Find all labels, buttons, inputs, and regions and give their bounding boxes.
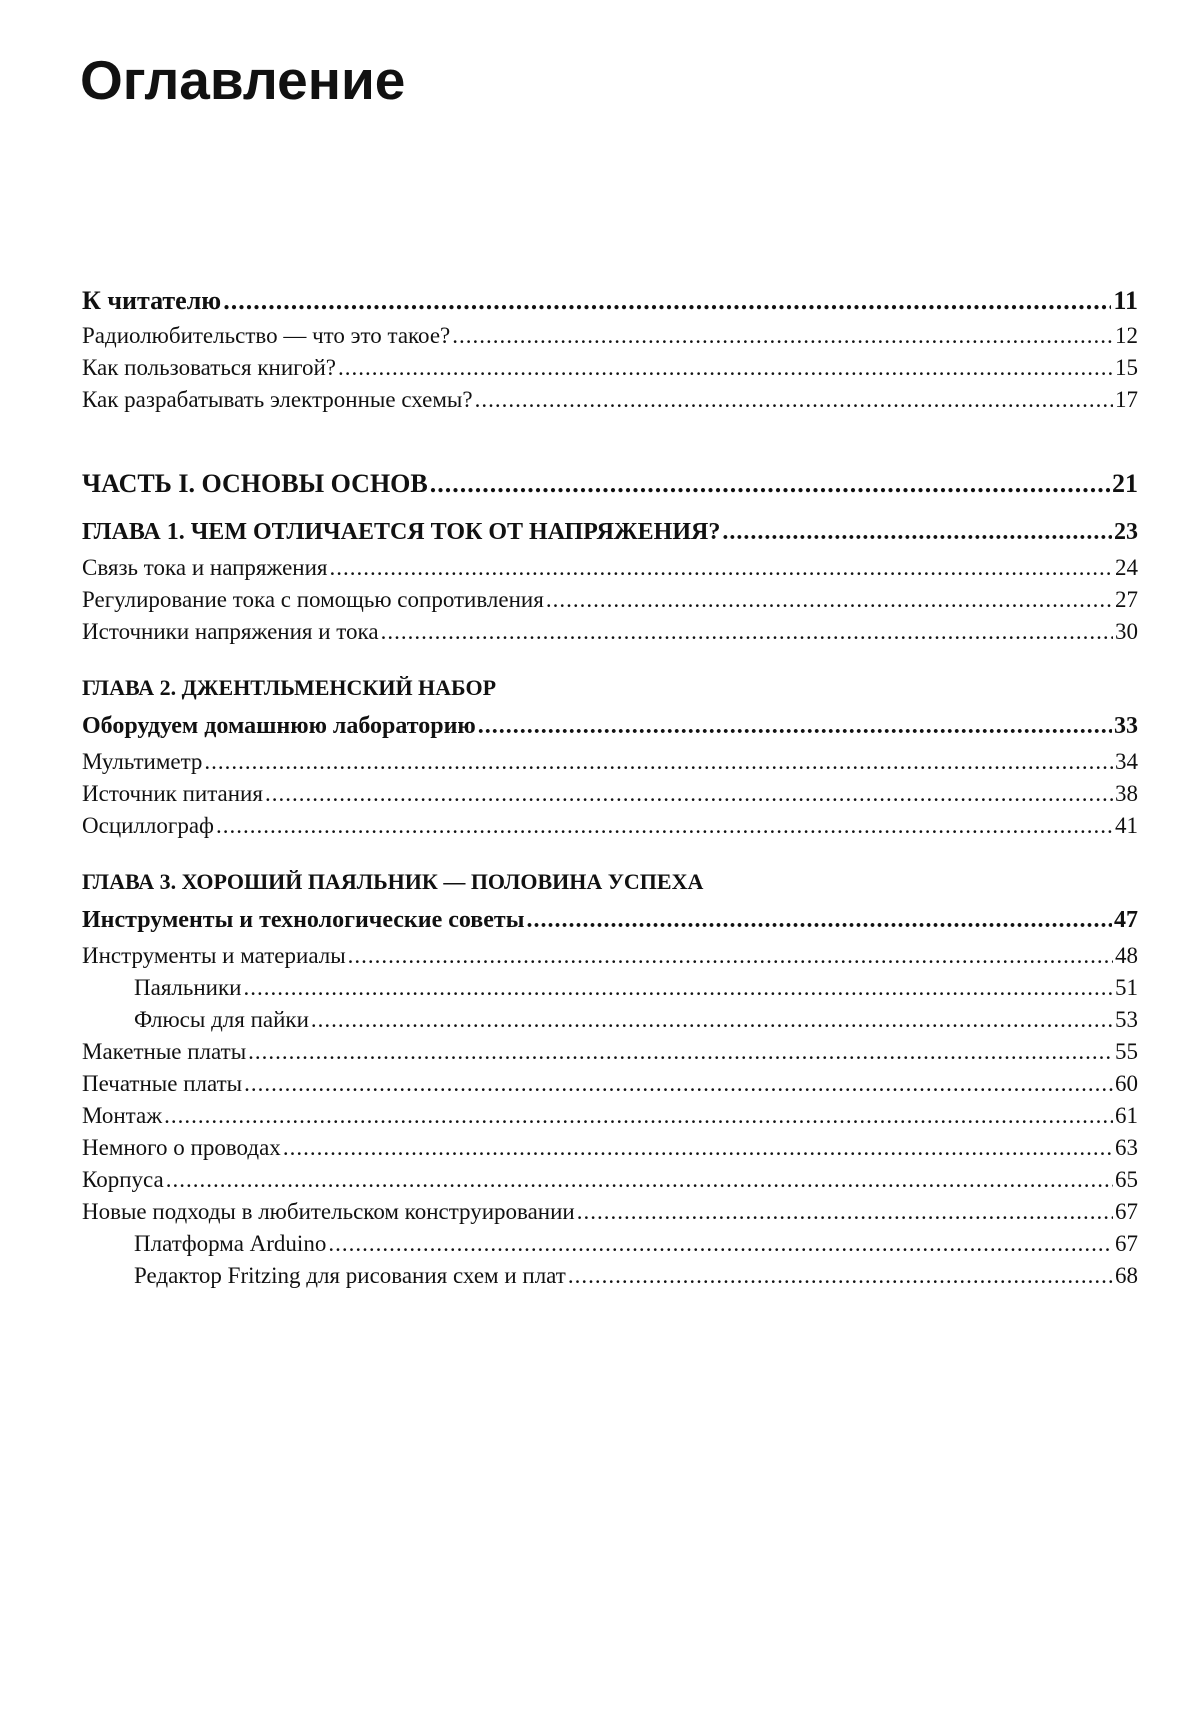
dot-leader — [568, 1260, 1113, 1292]
toc-entry-label: Мультиметр — [82, 749, 203, 774]
toc-entry-label: Печатные платы — [82, 1071, 243, 1096]
chapter-heading-label: ГЛАВА 3. ХОРОШИЙ ПАЯЛЬНИК — ПОЛОВИНА УСПЕХА — [82, 869, 704, 894]
dot-leader — [243, 972, 1113, 1004]
toc-page-number: 27 — [1115, 587, 1138, 612]
dot-leader — [526, 900, 1112, 940]
dot-leader — [330, 552, 1114, 584]
toc-entry[interactable] — [82, 320, 1138, 352]
toc-page-number: 60 — [1115, 1071, 1138, 1096]
dot-leader — [164, 1100, 1113, 1132]
toc-entry-label: К читателю — [82, 286, 222, 315]
toc-entry-label: Регулирование тока с помощью сопротивления — [82, 587, 544, 612]
toc-subentry[interactable] — [82, 1004, 1138, 1036]
toc-entry[interactable] — [82, 384, 1138, 416]
dot-leader — [722, 512, 1112, 552]
toc-page-number: 24 — [1115, 555, 1138, 580]
dot-leader — [216, 810, 1113, 842]
toc-entry[interactable] — [82, 1100, 1138, 1132]
toc-subentry[interactable] — [82, 1260, 1138, 1292]
toc-entry-label: Как разрабатывать электронные схемы? — [82, 387, 473, 412]
toc-entry-label: Источник питания — [82, 781, 263, 806]
toc-entry-label: Радиолюбительство — что это такое? — [82, 323, 451, 348]
toc-entry[interactable] — [82, 810, 1138, 842]
dot-leader — [248, 1036, 1113, 1068]
toc-entry-label: Редактор Fritzing для рисования схем и плат — [134, 1263, 566, 1288]
toc-subentry[interactable] — [82, 972, 1138, 1004]
dot-leader — [478, 706, 1112, 746]
dot-leader — [166, 1164, 1113, 1196]
dot-leader — [475, 384, 1113, 416]
toc-entry-chapter-2[interactable] — [82, 706, 1138, 746]
dot-leader — [244, 1068, 1113, 1100]
dot-leader — [381, 616, 1113, 648]
toc-entry-label: Макетные платы — [82, 1039, 247, 1064]
dot-leader — [546, 584, 1113, 616]
toc-page-number: 47 — [1114, 907, 1138, 933]
page-title: Оглавление — [80, 49, 406, 111]
toc-page-number: 12 — [1115, 323, 1138, 348]
toc-entry-label: Платформа Arduino — [134, 1231, 327, 1256]
toc-entry[interactable] — [82, 1196, 1138, 1228]
toc-page-number: 65 — [1115, 1167, 1138, 1192]
table-of-contents — [82, 282, 1138, 1292]
toc-page-number: 63 — [1115, 1135, 1138, 1160]
toc-entry-label: ЧАСТЬ I. ОСНОВЫ ОСНОВ — [82, 469, 428, 498]
dot-leader — [265, 778, 1113, 810]
dot-leader — [311, 1004, 1113, 1036]
toc-page-number: 38 — [1115, 781, 1138, 806]
toc-entry-label: Оборудуем домашнюю лабораторию — [82, 713, 476, 739]
dot-leader — [452, 320, 1113, 352]
toc-entry-label: Осциллограф — [82, 813, 214, 838]
toc-entry[interactable] — [82, 778, 1138, 810]
dot-leader — [348, 940, 1113, 972]
toc-page-number: 51 — [1115, 975, 1138, 1000]
toc-entry-chapter-3[interactable] — [82, 900, 1138, 940]
dot-leader — [204, 746, 1113, 778]
spacer — [82, 842, 1138, 864]
dot-leader — [577, 1196, 1113, 1228]
toc-entry[interactable] — [82, 584, 1138, 616]
toc-entry-part-1[interactable] — [82, 464, 1138, 504]
toc-entry-label: Инструменты и технологические советы — [82, 907, 525, 933]
toc-page-number: 61 — [1115, 1103, 1138, 1128]
toc-entry[interactable] — [82, 1068, 1138, 1100]
toc-entry-label: Паяльники — [134, 975, 242, 1000]
dot-leader — [430, 464, 1110, 504]
toc-entry-label: Как пользоваться книгой? — [82, 355, 337, 380]
toc-entry[interactable] — [82, 1164, 1138, 1196]
dot-leader — [223, 282, 1111, 320]
toc-page-number: 34 — [1115, 749, 1138, 774]
toc-page-number: 41 — [1115, 813, 1138, 838]
dot-leader — [338, 352, 1113, 384]
chapter-3-heading — [82, 864, 1138, 900]
toc-page-number: 68 — [1115, 1263, 1138, 1288]
toc-entry[interactable] — [82, 352, 1138, 384]
toc-page-number: 67 — [1115, 1231, 1138, 1256]
toc-entry-label: Новые подходы в любительском конструировании — [82, 1199, 575, 1224]
spacer — [82, 648, 1138, 670]
toc-page-number: 67 — [1115, 1199, 1138, 1224]
toc-entry[interactable] — [82, 746, 1138, 778]
toc-page-number: 15 — [1115, 355, 1138, 380]
toc-page-number: 11 — [1113, 286, 1138, 315]
toc-entry[interactable] — [82, 1036, 1138, 1068]
dot-leader — [283, 1132, 1113, 1164]
toc-entry-label: Инструменты и материалы — [82, 943, 346, 968]
toc-page-number: 23 — [1114, 519, 1138, 545]
toc-entry-label: Монтаж — [82, 1103, 163, 1128]
toc-entry[interactable] — [82, 940, 1138, 972]
toc-page-number: 30 — [1115, 619, 1138, 644]
toc-entry-label: Немного о проводах — [82, 1135, 281, 1160]
toc-page-number: 33 — [1114, 713, 1138, 739]
toc-entry-label: Связь тока и напряжения — [82, 555, 328, 580]
dot-leader — [328, 1228, 1113, 1260]
toc-entry[interactable] — [82, 1132, 1138, 1164]
toc-entry-label: Флюсы для пайки — [134, 1007, 309, 1032]
spacer — [82, 416, 1138, 464]
toc-entry-label: Источники напряжения и тока — [82, 619, 379, 644]
toc-entry-chapter-1[interactable] — [82, 512, 1138, 552]
toc-subentry[interactable] — [82, 1228, 1138, 1260]
toc-entry-reader[interactable] — [82, 282, 1138, 320]
toc-page-number: 21 — [1112, 469, 1138, 498]
chapter-heading-label: ГЛАВА 2. ДЖЕНТЛЬМЕНСКИЙ НАБОР — [82, 675, 497, 700]
toc-page-number: 48 — [1115, 943, 1138, 968]
toc-entry-label: Корпуса — [82, 1167, 164, 1192]
toc-page-number: 53 — [1115, 1007, 1138, 1032]
spacer — [82, 504, 1138, 512]
toc-page-number: 17 — [1115, 387, 1138, 412]
toc-entry-label: ГЛАВА 1. ЧЕМ ОТЛИЧАЕТСЯ ТОК ОТ НАПРЯЖЕНИЯ? — [82, 519, 721, 545]
toc-entry[interactable] — [82, 616, 1138, 648]
chapter-2-heading — [82, 670, 1138, 706]
toc-entry[interactable] — [82, 552, 1138, 584]
toc-page-number: 55 — [1115, 1039, 1138, 1064]
